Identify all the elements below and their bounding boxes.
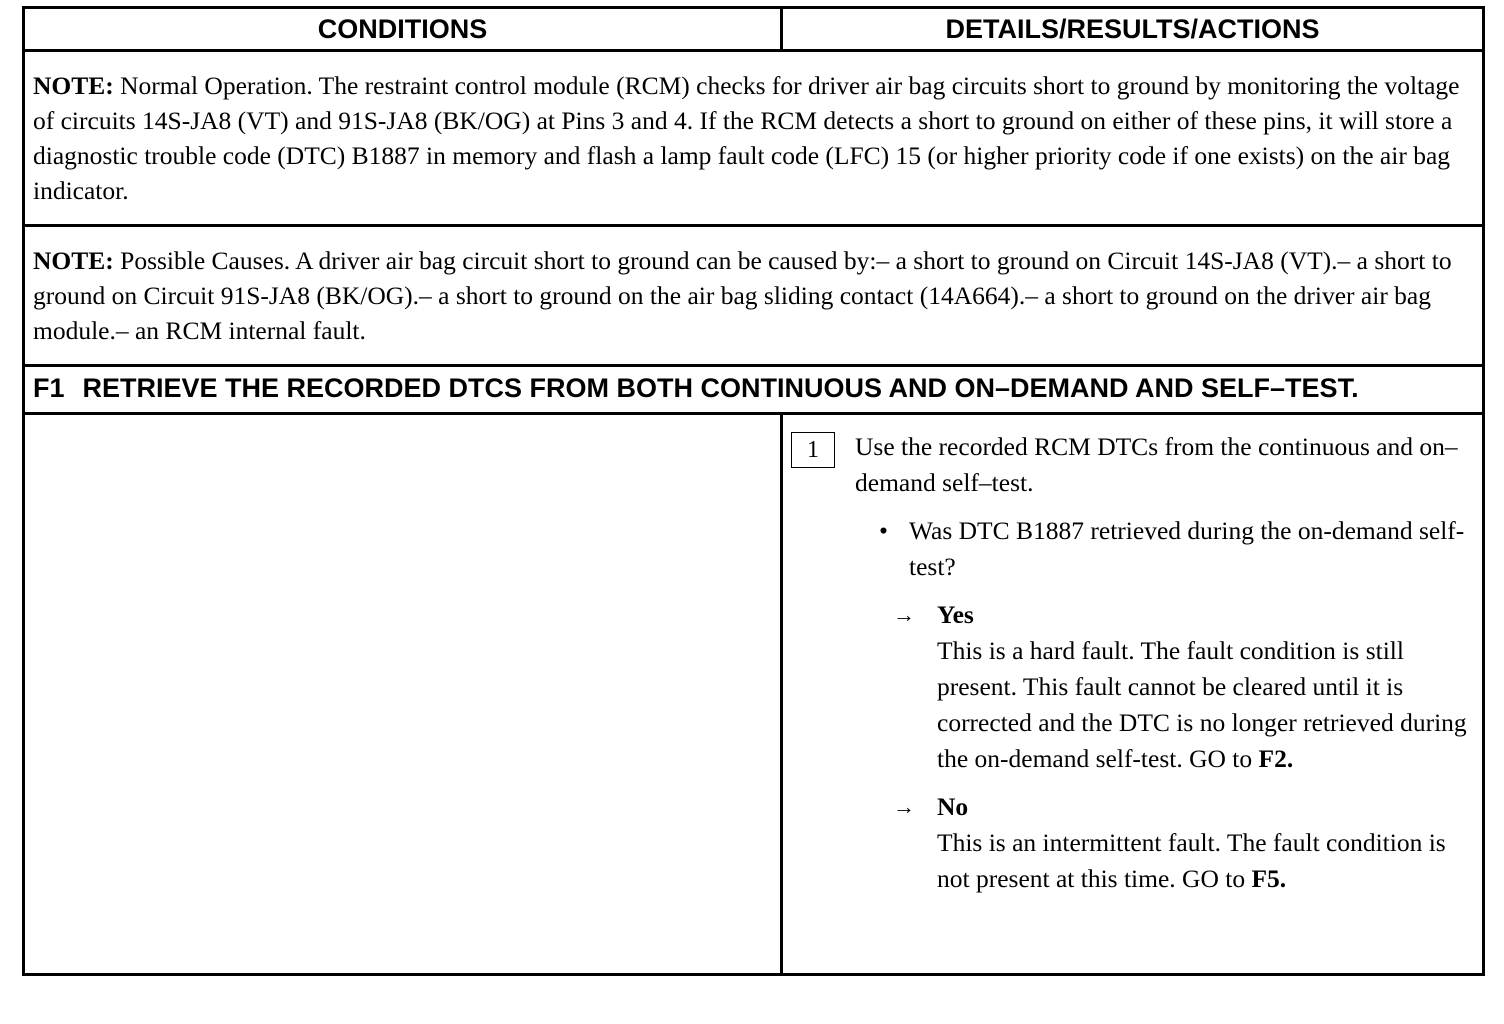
note-row-possible-causes xyxy=(24,226,1484,366)
step-title-text: RETRIEVE THE RECORDED DTCS FROM BOTH CONTINUOUS AND ON–DEMAND AND SELF–TEST. xyxy=(82,373,1359,403)
answer-no xyxy=(791,789,1472,897)
goto-f5-link[interactable]: F5. xyxy=(1251,864,1287,893)
conditions-cell xyxy=(24,414,782,975)
answer-yes-label: Yes xyxy=(937,600,974,629)
step-title xyxy=(24,366,1484,414)
step-instruction xyxy=(791,429,1472,501)
note-label: NOTE: xyxy=(33,71,114,100)
instruction-text: Use the recorded RCM DTCs from the continuous and on–demand self–test. xyxy=(855,432,1458,497)
header-row xyxy=(24,8,1484,51)
conditions-header: CONDITIONS xyxy=(24,8,782,51)
goto-f2-link[interactable]: F2. xyxy=(1258,744,1294,773)
answer-yes-body: This is a hard fault. The fault condition is still present. This fault cannot be cleared until it is corrected and the DTC is no longer retrieved during the on-demand self-test. GO to xyxy=(937,636,1467,773)
question-text: Was DTC B1887 retrieved during the on-demand self-test? xyxy=(909,516,1465,581)
bullet-icon: • xyxy=(879,516,888,545)
note-possible-causes xyxy=(24,226,1484,366)
actions-cell xyxy=(782,414,1484,975)
answer-no-label: No xyxy=(937,792,969,821)
answer-no-body: This is an intermittent fault. The fault condition is not present at this time. GO to xyxy=(937,828,1446,893)
question-item xyxy=(791,513,1472,585)
note-text: Normal Operation. The restraint control module (RCM) checks for driver air bag circuits short to ground by monitoring the voltage of circuits 14S-JA8 (VT) and 91S-JA8 (BK/OG) at Pins 3 and 4. If the RCM detects a short to ground on either of these pins, it will store a diagnostic trouble code (DTC) B1887 in memory and flash a lamp fault code (LFC) 15 (or higher priority code if one exists) on the air bag indicator. xyxy=(33,71,1460,205)
step-title-row xyxy=(24,366,1484,414)
arrow-right-icon: → xyxy=(893,794,915,819)
answer-yes xyxy=(791,597,1472,777)
answer-no-text xyxy=(937,825,1472,897)
step-number-box: 1 xyxy=(791,432,835,468)
note-text: Possible Causes. A driver air bag circuit short to ground can be caused by:– a short to ground on Circuit 14S-JA8 (VT).– a short to ground on Circuit 91S-JA8 (BK/OG).– a short to ground on the air bag sliding contact (14A664).– a short to ground on the driver air bag module.– an RCM internal fault. xyxy=(33,246,1452,345)
note-label: NOTE: xyxy=(33,246,114,275)
arrow-right-icon: → xyxy=(893,602,915,627)
diagnostic-page xyxy=(22,6,1482,976)
answer-yes-text xyxy=(937,633,1472,777)
diagnostic-table xyxy=(22,6,1485,976)
step-number: F1 xyxy=(33,373,65,403)
step-body-row xyxy=(24,414,1484,975)
details-header: DETAILS/RESULTS/ACTIONS xyxy=(782,8,1484,51)
note-row-normal-operation xyxy=(24,51,1484,226)
note-normal-operation xyxy=(24,51,1484,226)
